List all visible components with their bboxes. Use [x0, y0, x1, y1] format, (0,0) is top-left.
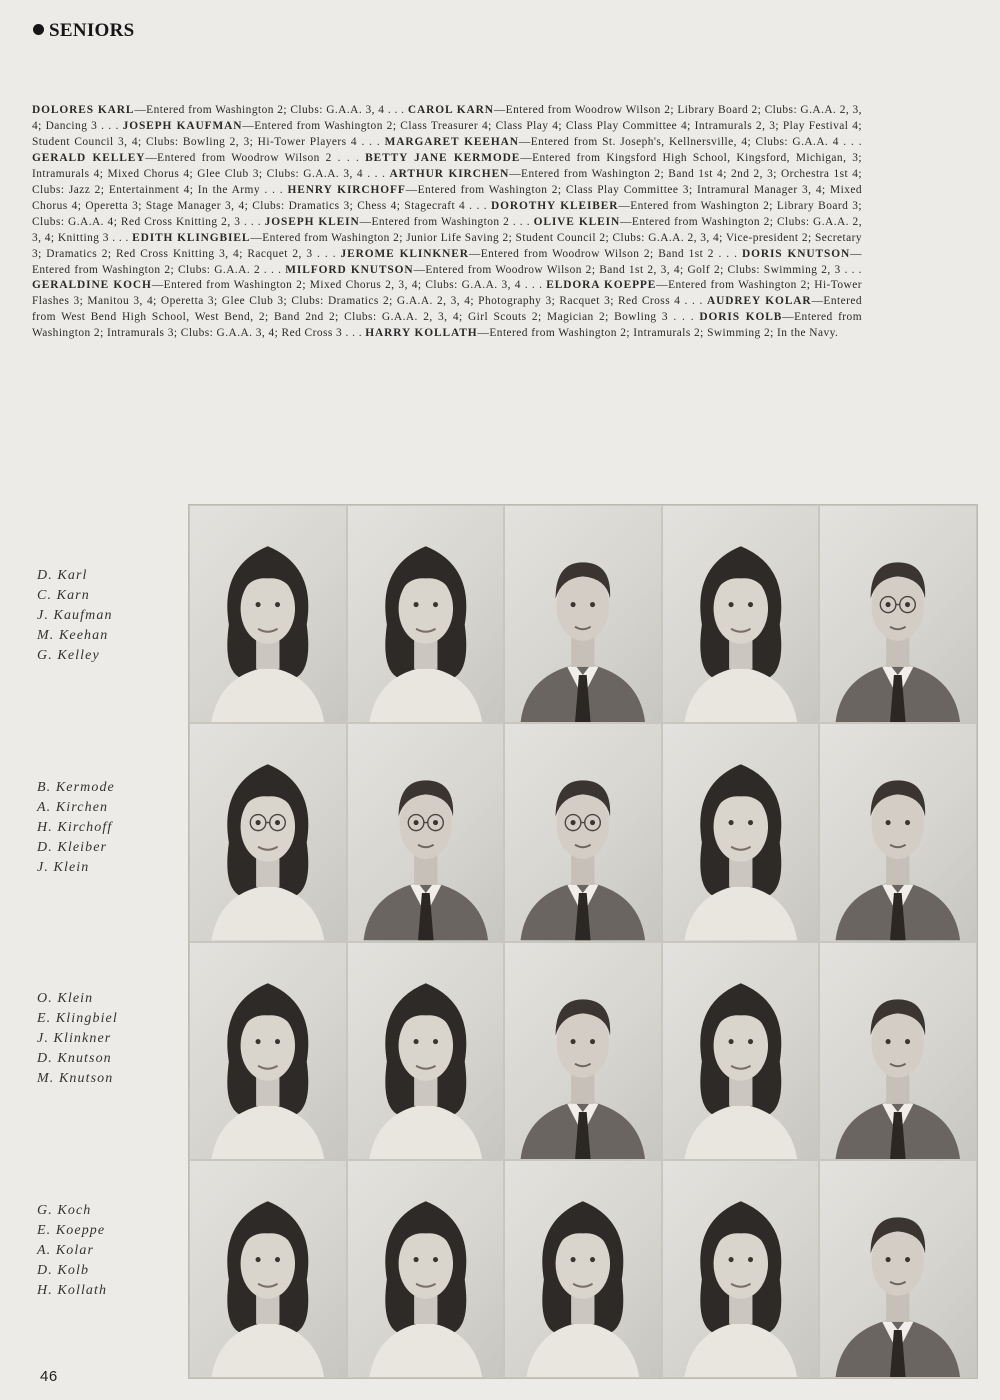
bullet-icon	[33, 24, 44, 35]
senior-portrait	[189, 505, 347, 723]
name-caption: O. Klein	[37, 991, 94, 1006]
name-caption: M. Keehan	[37, 628, 109, 643]
bio-name: ELDORA KOEPPE	[546, 279, 657, 292]
name-caption: D. Knutson	[37, 1051, 112, 1066]
senior-portrait	[819, 723, 977, 941]
name-list-row-1	[37, 566, 167, 666]
senior-portrait	[819, 1160, 977, 1378]
bio-text: —Entered from Washington 2; Hi-Tower Flashes 3; Manitou 3, 4; Operetta 3; Glee Club 3; Clubs: Dramatics 2; G.A.A. 2, 3, 4; Photography 3; Racquet 3; Red Cross 4 . . .	[32, 279, 862, 308]
senior-portrait	[189, 723, 347, 941]
senior-portrait	[189, 942, 347, 1160]
bio-name: HENRY KIRCHOFF	[287, 183, 406, 196]
senior-biographies	[32, 103, 862, 342]
bio-name: JEROME KLINKNER	[340, 247, 469, 260]
portrait-grid	[188, 504, 978, 1379]
bio-text: —Entered from Washington 2; Band 1st 4; 2nd 2, 3; Orchestra 1st 4; Clubs: Jazz 2; Entertainment 4; In the Army . . .	[32, 167, 863, 196]
senior-portrait	[347, 505, 505, 723]
bio-text: —Entered from Kingsford High School, Kingsford, Michigan, 3; Intramurals 4; Mixed Chorus 4; Glee Club 3; Clubs: G.A.A. 3, 4 . . .	[32, 151, 862, 180]
bio-name: CAROL KARN	[407, 104, 494, 116]
bio-name: MARGARET KEEHAN	[384, 135, 519, 148]
senior-portrait	[504, 1160, 662, 1378]
section-heading	[33, 20, 135, 42]
bio-name: OLIVE KLEIN	[533, 215, 621, 228]
senior-portrait	[347, 942, 505, 1160]
name-list-row-2	[37, 778, 167, 878]
senior-portrait	[504, 942, 662, 1160]
name-list-row-3	[37, 989, 167, 1089]
name-caption: E. Klingbiel	[37, 1011, 118, 1026]
name-caption: A. Kirchen	[37, 800, 109, 815]
name-caption: H. Kollath	[37, 1283, 108, 1298]
senior-portrait	[662, 1160, 820, 1378]
senior-portrait	[662, 723, 820, 941]
bio-name: ARTHUR KIRCHEN	[389, 167, 510, 180]
senior-portrait	[189, 1160, 347, 1378]
name-list-row-4	[37, 1201, 167, 1301]
bio-name: DORIS KNUTSON	[741, 247, 851, 260]
bio-name: DOLORES KARL	[32, 104, 135, 116]
senior-portrait	[347, 723, 505, 941]
bio-text: —Entered from Washington 2; Class Play Committee 3; Intramural Manager 3, 4; Mixed Chorus 4; Operetta 3; Stage Manager 3, 4; Clubs: Dramatics 3; Chess 4; Stagecraft 4 . . .	[32, 183, 862, 212]
senior-portrait	[504, 505, 662, 723]
senior-portrait	[662, 942, 820, 1160]
bio-text: —Entered from Woodrow Wilson 2; Library Board 2; Clubs: G.A.A. 2, 3, 4; Dancing 3 . . .	[32, 104, 862, 132]
name-caption: C. Karn	[37, 588, 90, 603]
bio-name: DOROTHY KLEIBER	[491, 199, 619, 212]
bio-text: —Entered from Woodrow Wilson 2; Band 1st 2 . . .	[468, 247, 742, 260]
name-caption: G. Kelley	[37, 648, 100, 663]
bio-name: HARRY KOLLATH	[365, 327, 478, 340]
bio-text: —Entered from Washington 2; Clubs: G.A.A. 3, 4 . . .	[134, 104, 408, 116]
bio-name: DORIS KOLB	[699, 311, 783, 324]
bio-name: AUDREY KOLAR	[706, 295, 812, 308]
bio-name: JOSEPH KAUFMAN	[122, 119, 243, 132]
name-caption: J. Klein	[37, 860, 90, 875]
bio-name: JOSEPH KLEIN	[264, 215, 360, 228]
section-title: SENIORS	[49, 20, 135, 41]
senior-portrait	[819, 505, 977, 723]
senior-portrait	[504, 723, 662, 941]
bio-text: —Entered from Washington 2; Class Treasurer 4; Class Play 4; Class Play Committee 4; Intramurals 2, 3; Play Festival 4; Student Council 3, 4; Clubs: Bowling 2, 3; Hi-Tower Players 4 . . .	[32, 119, 862, 148]
bio-name: EDITH KLINGBIEL	[132, 231, 251, 244]
bio-name: BETTY JANE KERMODE	[365, 151, 521, 164]
bio-text: —Entered from Washington 2; Intramurals 3; Clubs: G.A.A. 3, 4; Red Cross 3 . . .	[32, 311, 863, 340]
name-caption: J. Kaufman	[37, 608, 113, 623]
bio-text: —Entered from Washington 2; Clubs: G.A.A. 2, 3, 4; Knitting 3 . . .	[32, 215, 862, 244]
bio-name: GERALDINE KOCH	[32, 279, 152, 292]
bio-text: —Entered from West Bend High School, West Bend, 2; Band 2nd 2; Clubs: G.A.A. 2, 3, 4; Girl Scouts 2; Magician 2; Bowling 3 . . .	[32, 295, 862, 324]
senior-portrait	[819, 942, 977, 1160]
senior-portrait	[347, 1160, 505, 1378]
bio-name: MILFORD KNUTSON	[285, 263, 414, 276]
bio-text: —Entered from Woodrow Wilson 2 . . .	[145, 151, 366, 164]
bio-text: —Entered from Washington 2; Clubs: G.A.A. 2 . . .	[32, 247, 862, 276]
name-caption: J. Klinkner	[37, 1031, 112, 1046]
name-caption: A. Kolar	[37, 1243, 95, 1258]
name-caption: E. Koeppe	[37, 1223, 106, 1238]
bio-text: —Entered from Washington 2 . . .	[359, 215, 534, 228]
bio-name: GERALD KELLEY	[32, 151, 146, 164]
senior-portrait	[662, 505, 820, 723]
bio-text: —Entered from Woodrow Wilson 2; Band 1st 2, 3, 4; Golf 2; Clubs: Swimming 2, 3 . . .	[413, 263, 862, 276]
name-caption: D. Karl	[37, 568, 88, 583]
name-caption: M. Knutson	[37, 1071, 114, 1086]
name-caption: D. Kleiber	[37, 840, 108, 855]
bio-text: —Entered from Washington 2; Intramurals 2; Swimming 2; In the Navy.	[477, 327, 839, 340]
name-caption: B. Kermode	[37, 780, 115, 795]
name-caption: G. Koch	[37, 1203, 92, 1218]
page-number: 46	[40, 1368, 58, 1385]
name-caption: D. Kolb	[37, 1263, 90, 1278]
bio-text: —Entered from Washington 2; Junior Life Saving 2; Student Council 2; Clubs: G.A.A. 2, 3, 4; Vice-president 2; Secretary 3; Dramatics 2; Red Cross Knitting 3, 4; Racquet 2, 3 . . .	[32, 231, 862, 260]
bio-text: —Entered from St. Joseph's, Kellnersville, 4; Clubs: G.A.A. 4 . . .	[518, 135, 862, 148]
bio-text: —Entered from Washington 2; Library Board 3; Clubs: G.A.A. 4; Red Cross Knitting 2, 3 . . .	[32, 199, 862, 228]
bio-text: —Entered from Washington 2; Mixed Chorus 2, 3, 4; Clubs: G.A.A. 3, 4 . . .	[151, 279, 547, 292]
name-caption: H. Kirchoff	[37, 820, 113, 835]
